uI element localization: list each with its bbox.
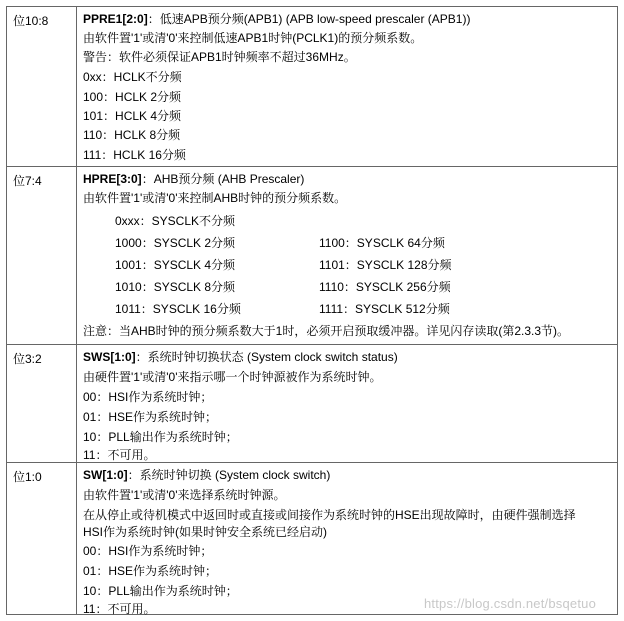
field-name: PPRE1[2:0] (83, 12, 148, 26)
option-line: 0xx：HCLK不分频 (83, 70, 182, 84)
option-line: 1010：SYSCLK 8分频 (115, 280, 236, 294)
bit-range-label: 位3:2 (13, 352, 42, 366)
option-line: 1110：SYSCLK 256分频 (319, 280, 451, 294)
bit-range-cell (7, 7, 77, 166)
option-line: 00：HSI作为系统时钟； (83, 390, 213, 404)
field-name: SW[1:0] (83, 468, 128, 482)
warning-line: 警告：软件必须保证APB1时钟频率不超过36MHz。 (83, 50, 356, 64)
bit-range-label: 位7:4 (13, 174, 42, 188)
register-description-table (6, 6, 618, 615)
option-line: 01：HSE作为系统时钟； (83, 564, 218, 578)
option-line: 10：PLL输出作为系统时钟； (83, 430, 238, 444)
bit-range-label: 位10:8 (13, 14, 49, 28)
field-title: ：系统时钟切换状态 (System clock switch status) (135, 350, 398, 364)
bit-range-cell (7, 167, 77, 344)
option-line: 1101：SYSCLK 128分频 (319, 258, 452, 272)
description-line: 在从停止或待机模式中返回时或直接或间接作为系统时钟的HSE出现故障时，由硬件强制选择 (83, 508, 576, 522)
table-row (7, 463, 617, 614)
option-line: 1000：SYSCLK 2分频 (115, 236, 236, 250)
option-line: 1100：SYSCLK 64分频 (319, 236, 445, 250)
table-row (7, 7, 617, 167)
field-heading (83, 467, 330, 483)
field-title: ：低速APB预分频(APB1) (APB low-speed prescaler (APB1)) (147, 12, 471, 26)
description-line: 由软件置'1'或清'0'来选择系统时钟源。 (83, 488, 286, 502)
field-heading (83, 171, 304, 187)
field-name: SWS[1:0] (83, 350, 136, 364)
option-line: 01：HSE作为系统时钟； (83, 410, 218, 424)
option-line: 101：HCLK 4分频 (83, 109, 182, 123)
option-line: 1011：SYSCLK 16分频 (115, 302, 241, 316)
option-line: 100：HCLK 2分频 (83, 90, 182, 104)
field-title: ：系统时钟切换 (System clock switch) (127, 468, 331, 482)
description-line: HSI作为系统时钟(如果时钟安全系统已经启动) (83, 525, 327, 539)
bit-range-cell (7, 463, 77, 614)
option-line: 10：PLL输出作为系统时钟； (83, 584, 238, 598)
note-line: 注意：当AHB时钟的预分频系数大于1时，必须开启预取缓冲器。详见闪存读取(第2.3.3节)。 (83, 324, 570, 338)
option-line: 00：HSI作为系统时钟； (83, 544, 213, 558)
description-line: 由硬件置'1'或清'0'来指示哪一个时钟源被作为系统时钟。 (83, 370, 382, 384)
table-row (7, 345, 617, 463)
bit-range-cell (7, 345, 77, 462)
bit-range-label: 位1:0 (13, 470, 42, 484)
field-heading (83, 11, 470, 27)
option-line: 11：不可用。 (83, 602, 156, 616)
option-line: 110：HCLK 8分频 (83, 128, 181, 142)
field-heading (83, 349, 398, 365)
option-line: 0xxx：SYSCLK不分频 (115, 214, 236, 228)
field-title: ：AHB预分频 (AHB Prescaler) (141, 172, 305, 186)
description-line: 由软件置'1'或清'0'来控制AHB时钟的预分频系数。 (83, 191, 347, 205)
option-line: 1111：SYSCLK 512分频 (319, 302, 450, 316)
option-line: 1001：SYSCLK 4分频 (115, 258, 236, 272)
option-line: 11：不可用。 (83, 448, 156, 462)
description-line: 由软件置'1'或清'0'来控制低速APB1时钟(PCLK1)的预分频系数。 (83, 31, 423, 45)
option-line: 111：HCLK 16分频 (83, 148, 186, 162)
watermark: https://blog.csdn.net/bsqetuo (423, 596, 596, 611)
table-row (7, 167, 617, 345)
field-name: HPRE[3:0] (83, 172, 142, 186)
